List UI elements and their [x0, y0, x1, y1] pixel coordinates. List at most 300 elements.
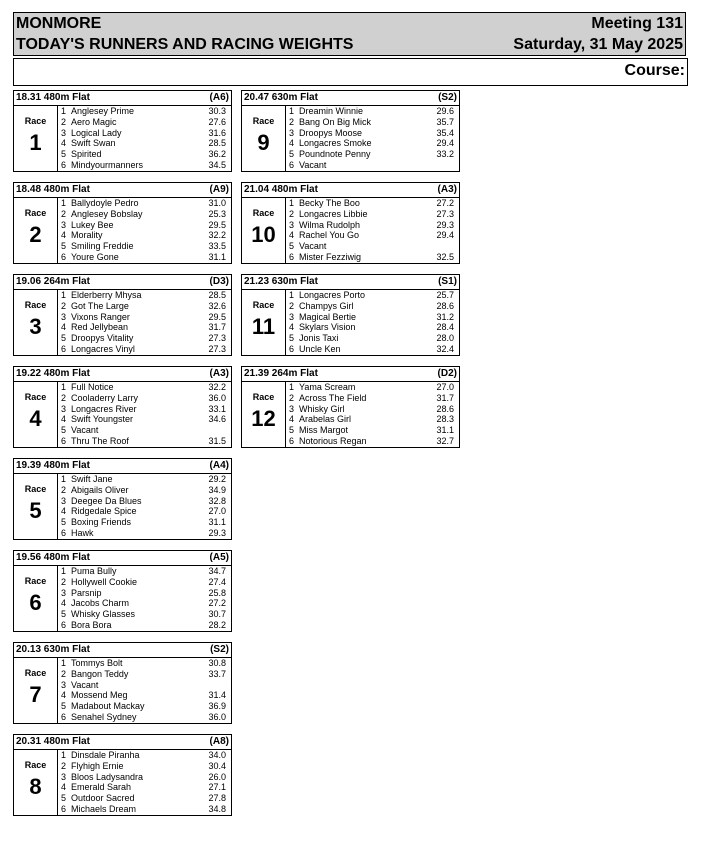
racing-weight: 31.1: [208, 517, 226, 528]
greyhound-name: Droopys Vitality: [71, 333, 134, 344]
racing-weight: 27.2: [208, 598, 226, 609]
venue-name: MONMORE: [16, 15, 102, 32]
runner-row: [58, 566, 232, 577]
race-number: 8: [29, 774, 42, 799]
trap-number: 1: [289, 198, 295, 208]
runner-row: [58, 577, 232, 588]
race-header: [242, 183, 459, 198]
race-number: 10: [251, 222, 276, 247]
trap-number: 6: [61, 803, 67, 814]
racing-weight: 35.4: [436, 127, 454, 138]
runner-row: [286, 138, 460, 149]
runner-row: [58, 485, 232, 496]
trap-number: 2: [61, 484, 67, 495]
race-number: 12: [251, 406, 276, 431]
greyhound-name: Boxing Friends: [71, 517, 132, 528]
runner-row: [58, 128, 232, 139]
greyhound-name: Vacant: [71, 425, 99, 436]
greyhound-name: Cooladerry Larry: [71, 392, 139, 403]
trap-number: 2: [61, 392, 67, 403]
racing-weight: 31.1: [436, 425, 454, 436]
runner-row: [58, 198, 232, 209]
trap-number: 4: [61, 598, 67, 609]
racing-weight: 32.7: [436, 435, 454, 446]
race-grade: (S2): [438, 92, 457, 103]
trap-number: 4: [289, 322, 295, 333]
greyhound-name: Bangon Teddy: [71, 668, 129, 679]
race-number-panel: [14, 474, 57, 539]
racing-weight: 29.4: [436, 230, 454, 241]
greyhound-name: Swift Youngster: [71, 414, 134, 425]
greyhound-name: Bang On Big Mick: [299, 116, 372, 127]
race-card: [13, 366, 232, 448]
greyhound-name: Mossend Meg: [71, 690, 128, 701]
race-number-panel: [14, 290, 57, 355]
runner-list: [57, 658, 232, 723]
trap-number: 2: [61, 668, 67, 679]
racing-weight: 31.6: [208, 127, 226, 138]
runner-row: [286, 436, 460, 447]
racing-weight: 27.1: [208, 782, 226, 793]
trap-number: 2: [289, 116, 295, 127]
runner-row: [58, 517, 232, 528]
race-card: [13, 734, 232, 816]
racing-weight: 29.2: [208, 474, 226, 484]
greyhound-name: Vacant: [299, 241, 327, 252]
trap-number: 4: [61, 690, 67, 701]
racing-weight: 36.2: [208, 149, 226, 160]
racing-weight: 25.7: [436, 290, 454, 300]
racing-weight: 28.3: [436, 414, 454, 425]
race-label: Race: [252, 300, 275, 310]
runner-row: [58, 241, 232, 252]
runner-row: [58, 804, 232, 815]
race-number-panel: [242, 198, 285, 263]
race-number: 6: [29, 590, 42, 615]
race-number-panel: [242, 106, 285, 171]
trap-number: 6: [289, 251, 295, 262]
race-number: 9: [257, 130, 270, 155]
greyhound-name: Ridgedale Spice: [71, 506, 137, 517]
course-label: Course:: [624, 62, 685, 79]
page-header: [13, 12, 686, 56]
trap-number: 5: [61, 701, 67, 712]
trap-number: 5: [61, 241, 67, 252]
trap-number: 1: [61, 658, 67, 668]
trap-number: 6: [61, 159, 67, 170]
greyhound-name: Anglesey Bobslay: [71, 208, 143, 219]
runner-row: [58, 149, 232, 160]
trap-number: 1: [289, 106, 295, 116]
runner-row: [286, 393, 460, 404]
greyhound-name: Droopys Moose: [299, 127, 363, 138]
racing-weight: 32.8: [208, 495, 226, 506]
greyhound-name: Champys Girl: [299, 300, 354, 311]
race-grade: (A4): [209, 460, 229, 471]
racing-weight: 33.7: [208, 668, 226, 679]
greyhound-name: Longacres Libbie: [299, 208, 368, 219]
race-header: [14, 643, 231, 658]
greyhound-name: Longacres Smoke: [299, 138, 372, 149]
trap-number: 6: [289, 159, 295, 170]
runner-list: [57, 198, 232, 263]
runner-row: [286, 230, 460, 241]
racing-weight: 31.7: [436, 392, 454, 403]
runner-row: [58, 680, 232, 691]
racing-weight: 27.0: [436, 382, 454, 392]
greyhound-name: Outdoor Sacred: [71, 793, 135, 804]
runner-row: [58, 528, 232, 539]
runner-list: [57, 106, 232, 171]
race-header: [14, 459, 231, 474]
greyhound-name: Longacres Vinyl: [71, 343, 135, 354]
greyhound-name: Abigails Oliver: [71, 484, 129, 495]
greyhound-name: Bora Bora: [71, 619, 112, 630]
greyhound-name: Whisky Glasses: [71, 609, 136, 620]
runner-row: [58, 782, 232, 793]
race-card: [13, 458, 232, 540]
race-grade: (A3): [209, 368, 229, 379]
trap-number: 6: [61, 619, 67, 630]
trap-number: 2: [61, 208, 67, 219]
runner-row: [286, 106, 460, 117]
race-title: 19.39 480m Flat: [16, 460, 90, 471]
racing-weight: 31.7: [208, 322, 226, 333]
race-title: 20.47 630m Flat: [244, 92, 318, 103]
greyhound-name: Miss Margot: [299, 425, 349, 436]
trap-number: 5: [61, 517, 67, 528]
trap-number: 4: [61, 506, 67, 517]
race-number: 2: [29, 222, 42, 247]
racing-weight: 34.8: [208, 803, 226, 814]
racing-weight: 30.3: [208, 106, 226, 116]
race-label: Race: [24, 208, 47, 218]
greyhound-name: Vixons Ranger: [71, 311, 130, 322]
greyhound-name: Longacres River: [71, 403, 137, 414]
greyhound-name: Madabout Mackay: [71, 701, 145, 712]
race-card: [13, 274, 232, 356]
runner-row: [286, 160, 460, 171]
runner-row: [58, 106, 232, 117]
runner-row: [286, 312, 460, 323]
greyhound-name: Jacobs Charm: [71, 598, 130, 609]
racing-weight: 27.2: [436, 198, 454, 208]
trap-number: 4: [61, 322, 67, 333]
race-number-panel: [242, 290, 285, 355]
greyhound-name: Youre Gone: [71, 251, 119, 262]
race-title: 19.22 480m Flat: [16, 368, 90, 379]
racing-weight: 36.0: [208, 392, 226, 403]
greyhound-name: Hollywell Cookie: [71, 576, 138, 587]
trap-number: 1: [61, 106, 67, 116]
runner-row: [58, 598, 232, 609]
greyhound-name: Vacant: [299, 159, 327, 170]
racing-weight: 32.2: [208, 382, 226, 392]
trap-number: 5: [289, 149, 295, 160]
trap-number: 1: [61, 750, 67, 760]
runner-row: [58, 701, 232, 712]
trap-number: 6: [61, 711, 67, 722]
racing-weight: 25.3: [208, 208, 226, 219]
race-title: 21.04 480m Flat: [244, 184, 318, 195]
racing-weight: 32.6: [208, 300, 226, 311]
race-header: [14, 735, 231, 750]
greyhound-name: Parsnip: [71, 587, 102, 598]
race-label: Race: [24, 668, 47, 678]
runner-row: [58, 658, 232, 669]
trap-number: 3: [289, 127, 295, 138]
race-title: 19.56 480m Flat: [16, 552, 90, 563]
page-title: TODAY'S RUNNERS AND RACING WEIGHTS: [16, 36, 354, 53]
trap-number: 1: [61, 474, 67, 484]
runner-row: [58, 793, 232, 804]
greyhound-name: Puma Bully: [71, 566, 117, 576]
greyhound-name: Across The Field: [299, 392, 367, 403]
race-label: Race: [24, 300, 47, 310]
runner-row: [286, 252, 460, 263]
racing-weight: 29.5: [208, 311, 226, 322]
greyhound-name: Bloos Ladysandra: [71, 771, 144, 782]
runner-row: [58, 425, 232, 436]
trap-number: 6: [289, 343, 295, 354]
racing-weight: 28.0: [436, 333, 454, 344]
race-number-panel: [14, 198, 57, 263]
racing-weight: 27.0: [208, 506, 226, 517]
greyhound-name: Swift Swan: [71, 138, 116, 149]
greyhound-name: Full Notice: [71, 382, 114, 392]
runner-row: [58, 609, 232, 620]
race-grade: (D3): [209, 276, 229, 287]
runner-row: [58, 290, 232, 301]
race-header: [14, 275, 231, 290]
race-number: 4: [29, 406, 42, 431]
trap-number: 5: [61, 149, 67, 160]
runner-list: [285, 382, 460, 447]
trap-number: 3: [61, 587, 67, 598]
trap-number: 3: [61, 495, 67, 506]
runner-list: [57, 566, 232, 631]
race-header: [14, 367, 231, 382]
runner-row: [58, 620, 232, 631]
race-label: Race: [252, 116, 275, 126]
race-card: [13, 642, 232, 724]
racing-weight: 27.3: [208, 333, 226, 344]
runner-list: [57, 382, 232, 447]
trap-number: 4: [61, 782, 67, 793]
meeting-date: Saturday, 31 May 2025: [513, 36, 683, 53]
greyhound-name: Notorious Regan: [299, 435, 367, 446]
trap-number: 2: [61, 576, 67, 587]
racing-weight: 32.4: [436, 343, 454, 354]
trap-number: 1: [61, 566, 67, 576]
greyhound-name: Arabelas Girl: [299, 414, 352, 425]
racing-weight: 28.2: [208, 619, 226, 630]
race-number-panel: [14, 658, 57, 723]
race-card: [241, 182, 460, 264]
runner-row: [58, 117, 232, 128]
greyhound-name: Lukey Bee: [71, 219, 114, 230]
greyhound-name: Elderberry Mhysa: [71, 290, 142, 300]
trap-number: 2: [289, 208, 295, 219]
race-number-panel: [242, 382, 285, 447]
greyhound-name: Whisky Girl: [299, 403, 345, 414]
runner-row: [58, 333, 232, 344]
runner-list: [285, 106, 460, 171]
trap-number: 6: [61, 527, 67, 538]
greyhound-name: Becky The Boo: [299, 198, 360, 208]
racing-weight: 36.0: [208, 711, 226, 722]
runner-row: [286, 322, 460, 333]
trap-number: 6: [61, 251, 67, 262]
greyhound-name: Swift Jane: [71, 474, 113, 484]
trap-number: 1: [289, 290, 295, 300]
runner-row: [58, 220, 232, 231]
racing-weight: 28.5: [208, 290, 226, 300]
race-title: 21.23 630m Flat: [244, 276, 318, 287]
greyhound-name: Emerald Sarah: [71, 782, 132, 793]
racing-weight: 34.7: [208, 566, 226, 576]
runner-row: [286, 128, 460, 139]
racing-weight: 29.6: [436, 106, 454, 116]
runner-row: [58, 669, 232, 680]
racing-weight: 27.3: [208, 343, 226, 354]
trap-number: 5: [289, 241, 295, 252]
racing-weight: 28.6: [436, 403, 454, 414]
trap-number: 3: [61, 679, 67, 690]
greyhound-name: Got The Large: [71, 300, 129, 311]
runner-row: [58, 138, 232, 149]
racing-weight: 28.6: [436, 300, 454, 311]
racing-weight: 31.1: [208, 251, 226, 262]
racing-weight: 31.2: [436, 311, 454, 322]
race-number: 1: [29, 130, 42, 155]
course-bar: [13, 58, 688, 86]
greyhound-name: Smiling Freddie: [71, 241, 134, 252]
trap-number: 1: [61, 290, 67, 300]
meeting-number: Meeting 131: [591, 15, 683, 32]
race-label: Race: [24, 484, 47, 494]
trap-number: 5: [61, 609, 67, 620]
greyhound-name: Anglesey Prime: [71, 106, 135, 116]
runner-row: [58, 322, 232, 333]
race-header: [242, 275, 459, 290]
racing-weight: 28.5: [208, 138, 226, 149]
race-number: 7: [29, 682, 42, 707]
race-number-panel: [14, 382, 57, 447]
runner-row: [286, 425, 460, 436]
runner-list: [57, 750, 232, 815]
racing-weight: 31.5: [208, 435, 226, 446]
runner-list: [57, 474, 232, 539]
trap-number: 5: [61, 425, 67, 436]
greyhound-name: Poundnote Penny: [299, 149, 371, 160]
race-label: Race: [252, 392, 275, 402]
greyhound-name: Jonis Taxi: [299, 333, 339, 344]
racing-weight: 28.4: [436, 322, 454, 333]
trap-number: 1: [61, 198, 67, 208]
race-label: Race: [24, 116, 47, 126]
greyhound-name: Morality: [71, 230, 103, 241]
race-grade: (A3): [437, 184, 457, 195]
runner-row: [58, 772, 232, 783]
trap-number: 2: [61, 116, 67, 127]
racing-weight: 34.9: [208, 484, 226, 495]
trap-number: 4: [289, 414, 295, 425]
trap-number: 6: [61, 343, 67, 354]
trap-number: 6: [289, 435, 295, 446]
racing-weight: 31.0: [208, 198, 226, 208]
race-number-panel: [14, 566, 57, 631]
runner-row: [58, 382, 232, 393]
runner-row: [58, 312, 232, 323]
runner-row: [286, 241, 460, 252]
trap-number: 2: [289, 392, 295, 403]
runner-row: [286, 301, 460, 312]
race-number-panel: [14, 750, 57, 815]
race-title: 18.31 480m Flat: [16, 92, 90, 103]
greyhound-name: Longacres Porto: [299, 290, 366, 300]
trap-number: 5: [61, 333, 67, 344]
racing-weight: 34.0: [208, 750, 226, 760]
runner-row: [58, 750, 232, 761]
greyhound-name: Vacant: [71, 679, 99, 690]
runner-row: [58, 393, 232, 404]
trap-number: 4: [61, 138, 67, 149]
greyhound-name: Flyhigh Ernie: [71, 760, 124, 771]
runner-row: [286, 344, 460, 355]
runner-row: [58, 496, 232, 507]
runner-row: [58, 414, 232, 425]
race-title: 20.13 630m Flat: [16, 644, 90, 655]
trap-number: 3: [289, 311, 295, 322]
race-grade: (S2): [210, 644, 229, 655]
race-grade: (S1): [438, 276, 457, 287]
race-card: [241, 274, 460, 356]
trap-number: 5: [289, 333, 295, 344]
race-number: 5: [29, 498, 42, 523]
racing-weight: 32.2: [208, 230, 226, 241]
race-label: Race: [24, 760, 47, 770]
greyhound-name: Yama Scream: [299, 382, 356, 392]
racing-weight: 32.5: [436, 251, 454, 262]
greyhound-name: Dreamin Winnie: [299, 106, 364, 116]
race-card: [241, 90, 460, 172]
runner-row: [58, 209, 232, 220]
racing-weight: 27.4: [208, 576, 226, 587]
runner-row: [58, 588, 232, 599]
race-header: [14, 91, 231, 106]
greyhound-name: Ballydoyle Pedro: [71, 198, 139, 208]
trap-number: 3: [289, 403, 295, 414]
runner-row: [286, 149, 460, 160]
runner-row: [58, 344, 232, 355]
trap-number: 3: [61, 127, 67, 138]
race-number-panel: [14, 106, 57, 171]
racing-weight: 29.4: [436, 138, 454, 149]
greyhound-name: Magical Bertie: [299, 311, 357, 322]
runner-row: [286, 209, 460, 220]
greyhound-name: Mister Fezziwig: [299, 251, 362, 262]
racing-weight: 36.9: [208, 701, 226, 712]
race-header: [14, 183, 231, 198]
trap-number: 2: [61, 760, 67, 771]
runner-row: [286, 220, 460, 231]
trap-number: 5: [289, 425, 295, 436]
runner-row: [286, 198, 460, 209]
trap-number: 1: [289, 382, 295, 392]
greyhound-name: Uncle Ken: [299, 343, 341, 354]
race-number: 3: [29, 314, 42, 339]
